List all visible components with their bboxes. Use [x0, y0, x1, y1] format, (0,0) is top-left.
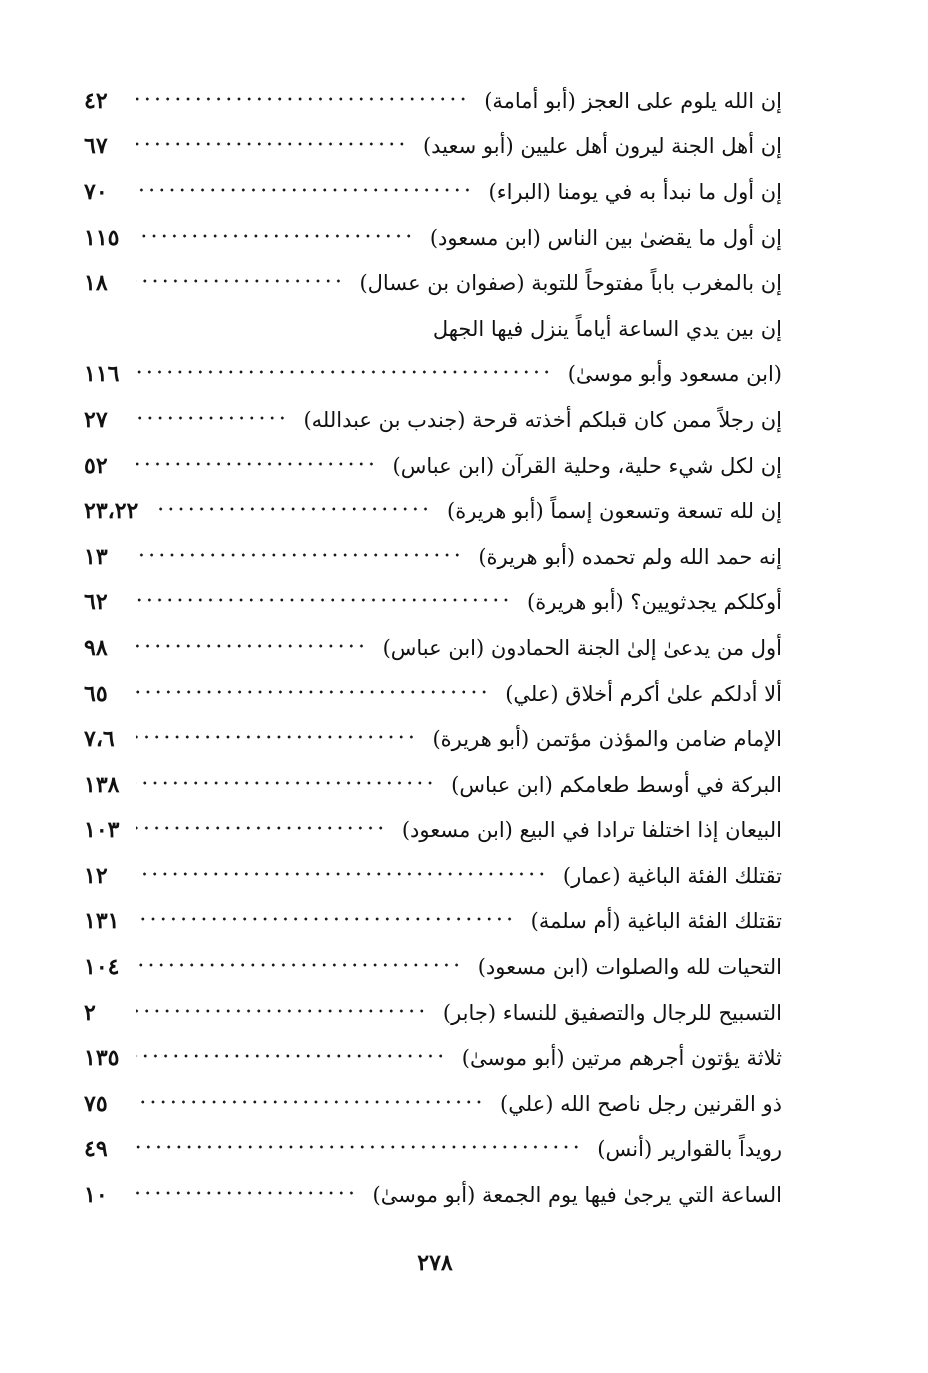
entry-page-reference: ٢٣،٢٢ [84, 498, 139, 525]
entry-text: ثلاثة يؤتون أجرهم مرتين (أبو موسىٰ) [461, 1046, 782, 1071]
entry-page-reference: ١٨ [84, 270, 108, 297]
entry-page-reference: ١٣١ [84, 908, 120, 935]
dot-leader [136, 954, 462, 976]
index-entry [84, 260, 782, 306]
entry-page-reference: ٤٩ [84, 1136, 108, 1163]
index-entry [84, 78, 782, 124]
entry-page-reference: ٢ [84, 999, 96, 1026]
index-entry [84, 716, 782, 762]
entry-text: ألا أدلكم علىٰ أكرم أخلاق (علي) [505, 681, 782, 706]
index-entry [84, 306, 782, 352]
index-entry [84, 1035, 782, 1081]
entry-text: تقتلك الفئة الباغية (عمار) [562, 863, 782, 888]
dot-leader [136, 361, 552, 383]
entry-page-reference: ٦٥ [84, 680, 108, 707]
entry-text: التسبيح للرجال والتصفيق للنساء (جابر) [442, 1000, 782, 1025]
index-entry [84, 397, 782, 443]
entry-text: إن أهل الجنة ليرون أهل عليين (أبو سعيد) [422, 134, 782, 159]
dot-leader [136, 589, 511, 611]
entry-page-reference: ٥٢ [84, 452, 108, 479]
dot-leader [136, 407, 287, 429]
dot-leader [136, 681, 489, 703]
entry-text: ذو القرنين رجل ناصح الله (علي) [500, 1091, 782, 1116]
entry-page-reference: ١٠٤ [84, 954, 120, 981]
dot-leader [136, 772, 435, 794]
entry-text: أوكلكم يجدثويين؟ (أبو هريرة) [527, 590, 782, 615]
index-entry [84, 169, 782, 215]
entry-text: (ابن مسعود وأبو موسىٰ) [567, 362, 782, 387]
hadith-index-list [84, 78, 782, 1218]
entry-page-reference: ١٣٨ [84, 771, 120, 798]
entry-text: إن رجلاً ممن كان قبلكم أخذته قرحة (جندب بن عبدالله) [303, 407, 782, 432]
entry-page-reference: ٧،٦ [84, 726, 115, 753]
entry-text: البركة في أوسط طعامكم (ابن عباس) [451, 772, 782, 797]
entry-page-reference: ١٣ [84, 543, 108, 570]
index-entry [84, 808, 782, 854]
index-entry [84, 671, 782, 717]
dot-leader [136, 1045, 446, 1067]
entry-text: إن بين يدي الساعة أياماً ينزل فيها الجهل [432, 316, 782, 341]
entry-text: رويداً بالقوارير (أنس) [597, 1137, 782, 1162]
entry-page-reference: ٩٨ [84, 634, 108, 661]
entry-page-reference: ٢٧ [84, 406, 108, 433]
dot-leader [136, 726, 416, 748]
entry-text: التحيات لله والصلوات (ابن مسعود) [477, 955, 782, 980]
index-entry [84, 1172, 782, 1218]
index-entry [84, 580, 782, 626]
entry-text: إن بالمغرب باباً مفتوحاً للتوبة (صفوان بن عسال) [359, 271, 782, 296]
index-entry [84, 352, 782, 398]
index-entry [84, 124, 782, 170]
dot-leader [136, 1091, 484, 1113]
entry-page-reference: ١٠٣ [84, 817, 120, 844]
entry-text: إنه حمد الله ولم تحمده (أبو هريرة) [478, 544, 782, 569]
dot-leader [136, 453, 377, 475]
dot-leader [136, 88, 468, 110]
entry-page-reference: ٧٠ [84, 178, 108, 205]
dot-leader [136, 863, 547, 885]
dot-leader [136, 1000, 427, 1022]
entry-text: إن أول ما نبدأ به في يومنا (البراء) [488, 179, 782, 204]
index-entry [84, 762, 782, 808]
dot-leader [136, 635, 367, 657]
entry-text: الساعة التي يرجىٰ فيها يوم الجمعة (أبو موسىٰ) [372, 1183, 782, 1208]
dot-leader [136, 908, 515, 930]
index-entry [84, 488, 782, 534]
index-entry [84, 534, 782, 580]
dot-leader [136, 1136, 581, 1158]
entry-page-reference: ٦٧ [84, 133, 108, 160]
entry-text: الإمام ضامن والمؤذن مؤتمن (أبو هريرة) [432, 727, 782, 752]
dot-leader [136, 544, 462, 566]
entry-text: إن لكل شيء حلية، وحلية القرآن (ابن عباس) [392, 453, 782, 478]
dot-leader [136, 1182, 357, 1204]
entry-page-reference: ١١٥ [84, 224, 120, 251]
index-entry [84, 853, 782, 899]
entry-page-reference: ١١٦ [84, 361, 120, 388]
index-entry [84, 990, 782, 1036]
entry-page-reference: ١٣٥ [84, 1045, 120, 1072]
entry-text: إن الله يلوم على العجز (أبو أمامة) [484, 88, 782, 113]
index-entry [84, 215, 782, 261]
index-entry [84, 1081, 782, 1127]
dot-leader [136, 133, 407, 155]
entry-text: إن لله تسعة وتسعون إسماً (أبو هريرة) [447, 499, 782, 524]
dot-leader [136, 270, 343, 292]
entry-text: البيعان إذا اختلفا ترادا في البيع (ابن مسعود) [401, 818, 782, 843]
entry-page-reference: ٤٢ [84, 87, 108, 114]
dot-leader [154, 498, 431, 520]
entry-page-reference: ١٠ [84, 1182, 108, 1209]
index-entry [84, 944, 782, 990]
index-entry [84, 443, 782, 489]
entry-text: تقتلك الفئة الباغية (أم سلمة) [530, 909, 782, 934]
entry-page-reference: ٧٥ [84, 1090, 108, 1117]
entry-page-reference: ٦٢ [84, 589, 108, 616]
page-number: ٢٧٨ [417, 1250, 453, 1276]
dot-leader [136, 225, 414, 247]
index-entry [84, 625, 782, 671]
dot-leader [136, 316, 417, 338]
index-entry [84, 899, 782, 945]
entry-page-reference: ١٢ [84, 862, 108, 889]
entry-text: إن أول ما يقضىٰ بين الناس (ابن مسعود) [429, 225, 782, 250]
dot-leader [136, 179, 473, 201]
dot-leader [136, 817, 386, 839]
entry-text: أول من يدعىٰ إلىٰ الجنة الحمادون (ابن عباس) [382, 635, 782, 660]
index-entry [84, 1127, 782, 1173]
